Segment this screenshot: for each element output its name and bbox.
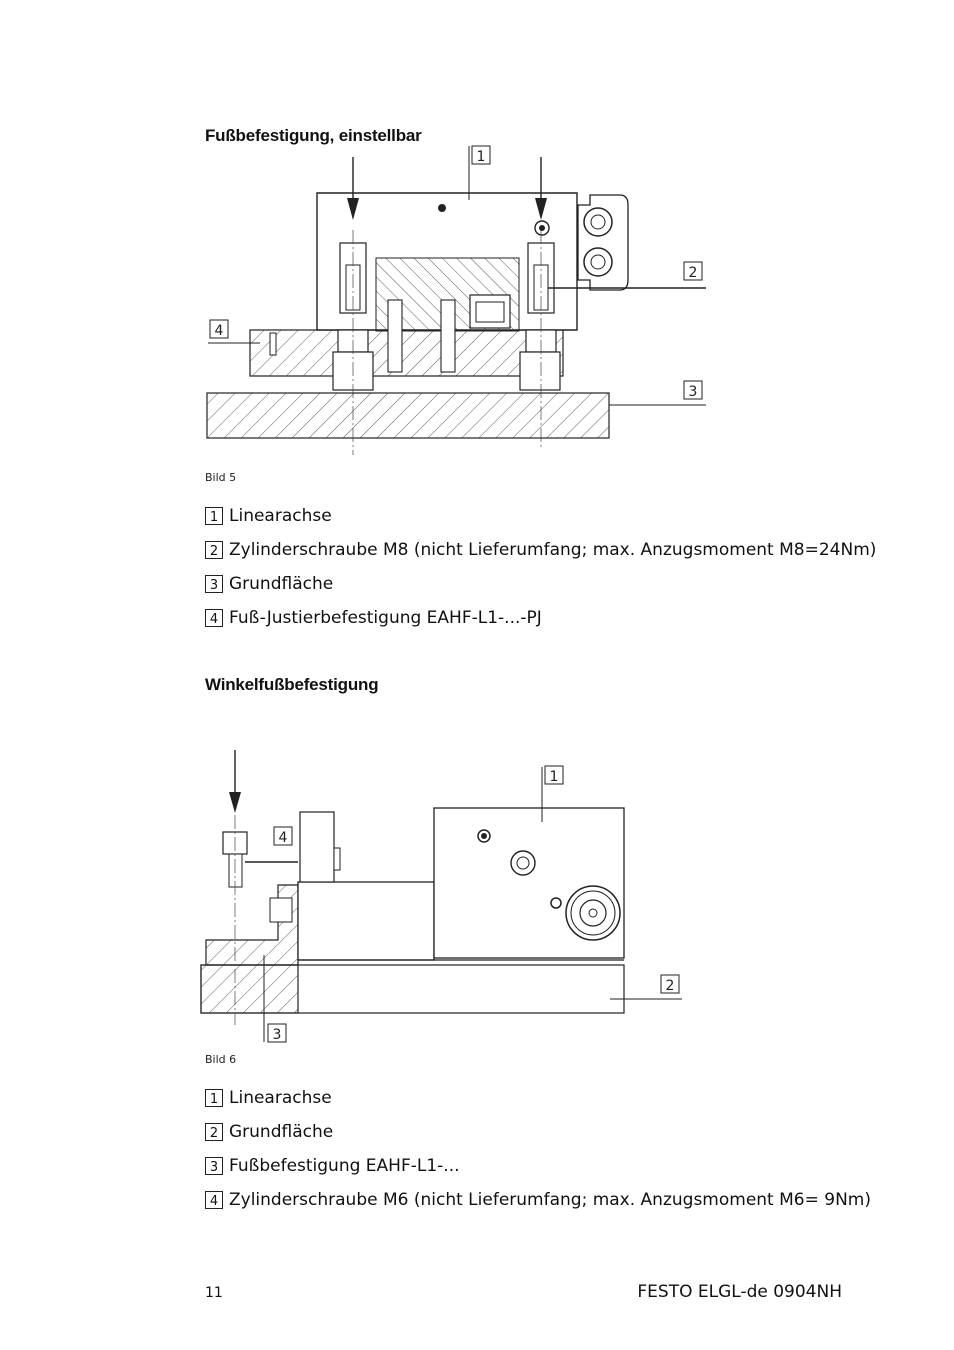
figure1-legend (205, 499, 876, 635)
fig1-callout-4: 4 (214, 323, 224, 339)
foot-bracket (206, 885, 298, 965)
fig2-callout-1: 1 (549, 769, 559, 785)
legend-text: Fuß-Justierbefestigung EAHF-L1-...-PJ (229, 608, 542, 628)
legend-number: 1 (205, 1089, 223, 1107)
figure-angle-foot-mount (0, 740, 954, 1050)
legend-item (205, 1115, 871, 1149)
figure-foot-mount-adjustable (0, 140, 954, 460)
legend-text: Fußbefestigung EAHF-L1-... (229, 1156, 460, 1176)
legend-number: 4 (205, 1191, 223, 1209)
legend-text: Zylinderschraube M8 (nicht Lieferumfang; max. Anzugsmoment M8=24Nm) (229, 540, 877, 560)
legend-text: Zylinderschraube M6 (nicht Lieferumfang; max. Anzugsmoment M6= 9Nm) (229, 1190, 871, 1210)
legend-item (205, 567, 876, 601)
page-number: 11 (205, 1285, 223, 1301)
legend-number: 4 (205, 609, 223, 627)
legend-number: 2 (205, 1123, 223, 1141)
legend-text: Linearachse (229, 506, 332, 526)
legend-number: 3 (205, 575, 223, 593)
legend-item (205, 533, 876, 567)
legend-item (205, 601, 876, 635)
section2-heading: Winkelfußbefestigung (205, 675, 379, 694)
fig2-callout-4: 4 (278, 830, 288, 846)
legend-item (205, 499, 876, 533)
legend-item (205, 1149, 871, 1183)
legend-item (205, 1183, 871, 1217)
document-id: FESTO ELGL-de 0904NH (637, 1282, 842, 1302)
legend-number: 3 (205, 1157, 223, 1175)
axis-body (298, 882, 434, 960)
legend-text: Grundfläche (229, 1122, 334, 1142)
legend-text: Linearachse (229, 1088, 332, 1108)
fig1-callout-3: 3 (688, 384, 698, 400)
section1-heading: Fußbefestigung, einstellbar (205, 126, 422, 145)
figure2-caption: Bild 6 (205, 1053, 237, 1066)
fig1-callout-1: 1 (476, 149, 486, 165)
fig1-callout-2: 2 (688, 265, 698, 281)
base-plate (207, 393, 609, 438)
legend-number: 1 (205, 507, 223, 525)
legend-text: Grundfläche (229, 574, 334, 594)
figure2-legend (205, 1081, 871, 1217)
foot-plate (250, 330, 563, 376)
legend-number: 2 (205, 541, 223, 559)
figure1-caption: Bild 5 (205, 471, 237, 484)
fig2-callout-3: 3 (272, 1027, 282, 1043)
legend-item (205, 1081, 871, 1115)
fig2-callout-2: 2 (665, 978, 675, 994)
